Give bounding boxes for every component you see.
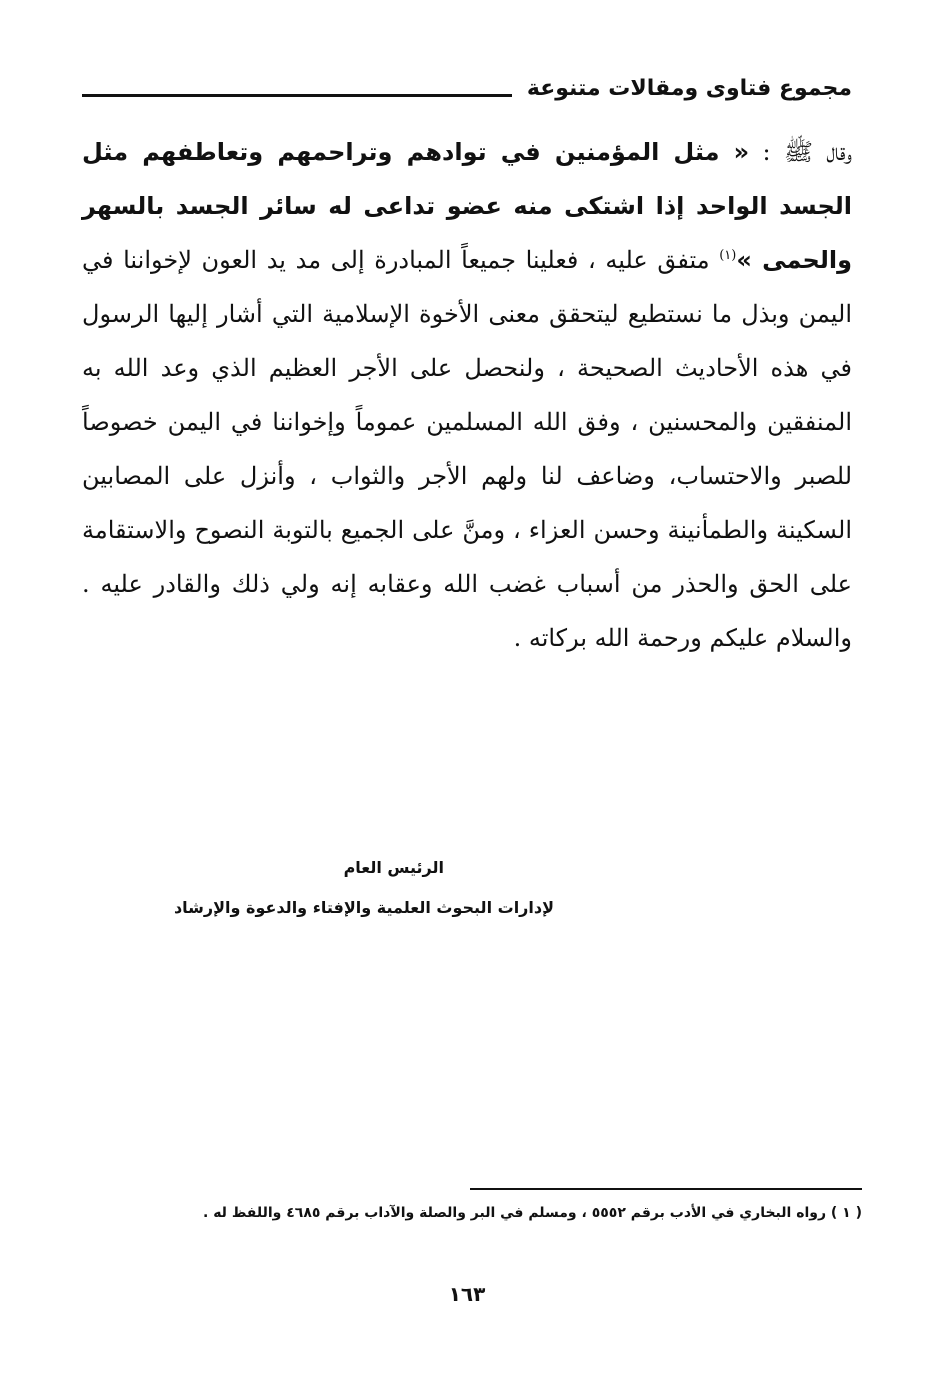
footnote-rule [470,1188,862,1190]
running-header [82,72,852,106]
hadith-quote: « مثل المؤمنين في توادهم وتراحمهم وتعاطفهم مثل الجسد الواحد إذا اشتكى منه عضو تداعى له سائر الجسد بالسهر والحمى » [82,138,852,274]
signature-title: الرئيس العام [343,858,444,877]
body-continuation: متفق عليه ، فعلينا جميعاً المبادرة إلى مد يد العون لإخواننا في اليمن وبذل ما نستطيع ليتحقق معنى الأخوة الإسلامية التي أشار إليها الرسول في هذه الأحاديث الصحيحة ، ولنحصل على الأجر العظيم الذي وعد الله به المنفقين والمحسنين ، وفق الله المسلمين عموماً وإخواننا في اليمن خصوصاً للصبر والاحتساب، وضاعف لنا ولهم الأجر والثواب ، وأنزل على المصابين السكينة والطمأنينة وحسن العزاء ، ومنَّ على الجميع بالتوبة النصوح والاستقامة على الحق والحذر من أسباب غضب الله وعقابه إنه ولي ذلك والقادر عليه . والسلام عليكم ورحمة الله بركاته . [82,246,852,652]
header-title: مجموع فتاوى ومقالات متنوعة [526,76,852,101]
footnote: ( ١ ) رواه البخاري في الأدب برقم ٥٥٥٢ ، ومسلم في البر والصلة والآداب برقم ٤٦٨٥ واللفظ له . [203,1205,862,1221]
signature-block [114,848,554,938]
signature-organization: لإدارات البحوث العلمية والإفتاء والدعوة والإرشاد [173,898,554,917]
hadith-intro: وقال ﷺ : [749,138,852,166]
page-number: ١٦٣ [448,1282,486,1306]
header-rule [82,94,512,97]
footnote-marker: (١) [719,248,737,263]
body-paragraph [82,125,852,665]
